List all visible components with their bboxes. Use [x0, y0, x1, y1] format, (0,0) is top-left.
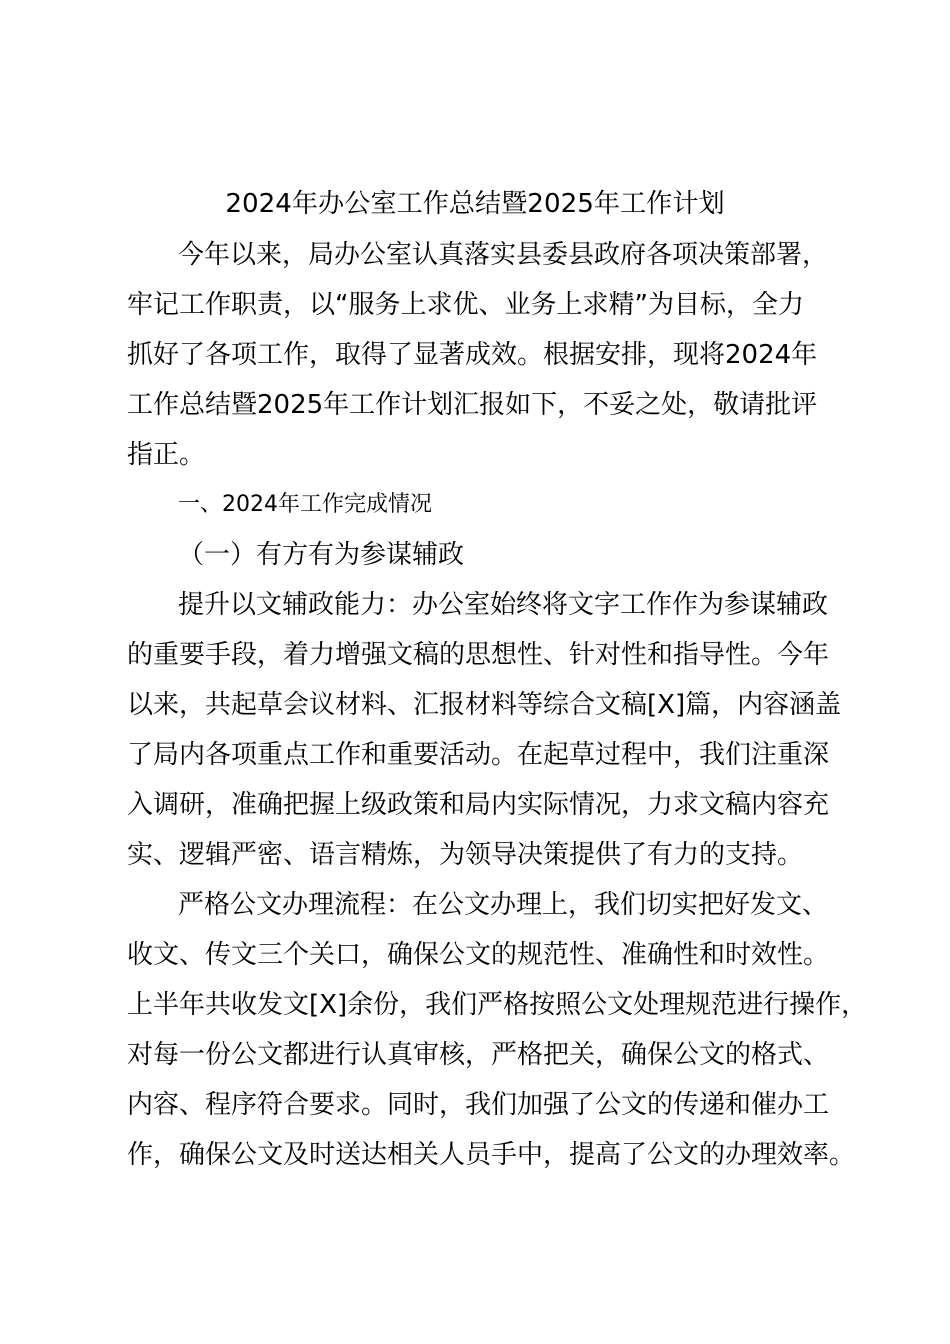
paragraph-line: 作，确保公文及时送达相关人员手中，提高了公文的办理效率。: [127, 1140, 856, 1170]
paragraph-line: 上半年共收发文[X]余份，我们严格按照公文处理规范进行操作，: [127, 990, 868, 1020]
section-heading: 一、2024年工作完成情况: [178, 492, 432, 517]
paragraph-line: 实、逻辑严密、语言精炼，为领导决策提供了有力的支持。: [127, 840, 804, 870]
paragraph-line: 提升以文辅政能力：办公室始终将文字工作作为参谋辅政: [178, 590, 829, 620]
paragraph-line: 内容、程序符合要求。同时，我们加强了公文的传递和催办工: [127, 1090, 830, 1120]
intro-line: 牢记工作职责，以“服务上求优、业务上求精”为目标，全力: [127, 290, 804, 320]
paragraph-line: 对每一份公文都进行认真审核，严格把关，确保公文的格式、: [127, 1040, 830, 1070]
paragraph-line: 的重要手段，着力增强文稿的思想性、针对性和指导性。今年: [127, 640, 830, 670]
document-title: 2024年办公室工作总结暨2025年工作计划: [225, 189, 725, 219]
paragraph-line: 了局内各项重点工作和重要活动。在起草过程中，我们注重深: [127, 740, 830, 770]
paragraph-line: 以来，共起草会议材料、汇报材料等综合文稿[X]篇，内容涵盖: [127, 690, 842, 720]
paragraph-line: 收文、传文三个关口，确保公文的规范性、准确性和时效性。: [127, 940, 830, 970]
intro-line: 工作总结暨2025年工作计划汇报如下，不妥之处，敬请批评: [127, 390, 818, 420]
intro-line: 抓好了各项工作，取得了显著成效。根据安排，现将2024年: [127, 340, 818, 370]
paragraph-line: 严格公文办理流程：在公文办理上，我们切实把好发文、: [178, 890, 829, 920]
paragraph-line: 入调研，准确把握上级政策和局内实际情况，力求文稿内容充: [127, 790, 830, 820]
subsection-heading: （一）有方有为参谋辅政: [178, 540, 465, 570]
intro-line: 指正。: [127, 440, 206, 470]
intro-line: 今年以来，局办公室认真落实县委县政府各项决策部署，: [178, 240, 829, 270]
